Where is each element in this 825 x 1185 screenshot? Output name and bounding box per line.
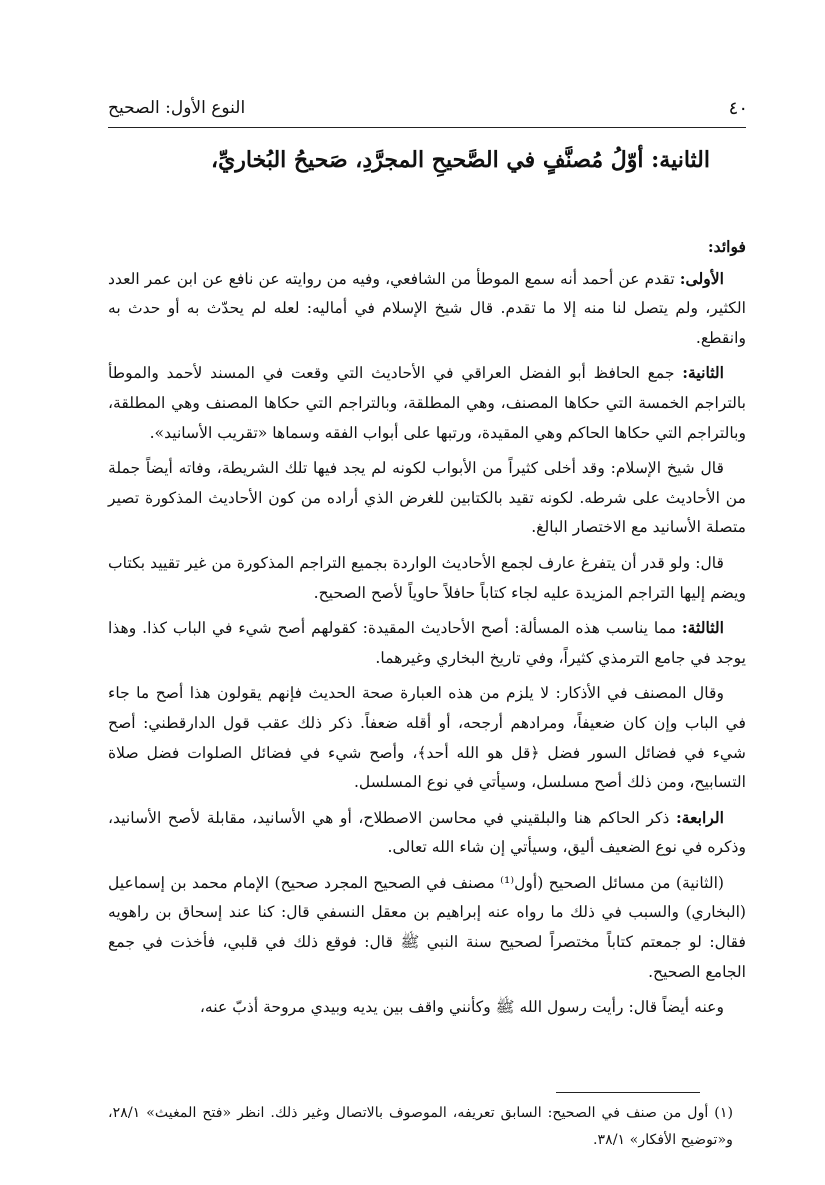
paragraph-text: مما يناسب هذه المسألة: أصح الأحاديث المقيدة: كقولهم أصح شيء في الباب كذا. وهذا يوجد في جامع الترمذي كثيراً، وفي تاريخ البخاري وغيرهما. [108, 619, 746, 667]
paragraph-8 [108, 868, 746, 987]
paragraph-text: وعنه أيضاً قال: رأيت رسول الله ﷺ وكأنني واقف بين يديه وبيدي مروحة أذبّ عنه، [199, 998, 724, 1017]
paragraph-2 [108, 358, 746, 448]
commentary-body [108, 232, 746, 1028]
paragraph-4 [108, 548, 746, 608]
page-number: ٤٠ [728, 98, 748, 119]
paragraph-lead: الرابعة: [676, 807, 724, 827]
footnote-text: (١) أول من صنف في الصحيح: السابق تعريفه، الموصوف بالاتصال وغير ذلك. انظر «فتح المغيث» ٢٨/١، و«توضيح الأفكار» ٣٨/١. [108, 1105, 733, 1148]
paragraph-text: تقدم عن أحمد أنه سمع الموطأ من الشافعي، وفيه من روايته عن نافع عن ابن عمر العدد الكثير، ولم يتصل لنا منه إلا ما تقدم. قال شيخ الإسلام في أماليه: لعله لم يحدّث به أو حدث به وانقطع. [108, 269, 746, 347]
paragraph-lead: الثانية: [682, 363, 724, 383]
paragraph-lead: الأولى: [679, 268, 724, 288]
footnote [108, 1100, 733, 1154]
paragraph-text: (الثانية) من مسائل الصحيح (أول⁽¹⁾ مصنف في الصحيح المجرد صحيح) الإمام محمد بن إسماعيل (البخاري) والسبب في ذلك ما رواه عنه إبراهيم بن معقل النسفي قال: كنا عند إسحاق بن راهويه فقال: لو جمعتم كتاباً مختصراً لصحيح سنة النبي ﷺ قال: فوقع ذلك في قلبي، فأخذت في جمع الجامع الصحيح. [108, 873, 746, 981]
paragraph-3 [108, 453, 746, 543]
running-title: النوع الأول: الصحيح [108, 98, 246, 118]
paragraph-9 [108, 992, 746, 1023]
paragraph-text: وقال المصنف في الأذكار: لا يلزم من هذه العبارة صحة الحديث فإنهم يقولون هذا أصح ما جاء في الباب وإن كان ضعيفاً، ومرادهم أرجحه، أو أقله ضعفاً. ذكر ذلك عقب قول الدارقطني: أصح شيء في فضائل السور فضل ﴿قل هو الله أحد﴾، وأصح شيء في فضائل الصلوات فضل صلاة التسابيح، ومن ذلك أصح مسلسل، وسيأتي في نوع المسلسل. [108, 684, 746, 792]
fawaid-label: فوائد: [707, 237, 746, 256]
paragraph-1 [108, 264, 746, 354]
page-header [108, 96, 748, 126]
paragraph-text: قال شيخ الإسلام: وقد أخلى كثيراً من الأبواب لكونه لم يجد فيها تلك الشريطة، وفاته أيضاً جملة من الأحاديث على شرطه. لكونه تقيد بالكتابين للغرض الذي أراده من كون الأحاديث المذكورة تصير متصلة الأسانيد مع الاختصار البالغ. [108, 459, 746, 537]
header-divider [108, 127, 746, 128]
paragraph-text: ذكر الحاكم هنا والبلقيني في محاسن الاصطلاح، أو هي الأسانيد، مقابلة لأصح الأسانيد، وذكره في نوع الضعيف أليق، وسيأتي إن شاء الله تعالى. [108, 808, 746, 857]
paragraph-6 [108, 678, 746, 797]
paragraph-7 [108, 803, 746, 863]
paragraph-5 [108, 613, 746, 673]
paragraph-text: قال: ولو قدر أن يتفرغ عارف لجمع الأحاديث الواردة بجميع التراجم المذكورة من غير تقييد بكتاب ويضم إليها التراجم المزيدة عليه لجاء كتاباً حافلاً حاوياً لأصح الصحيح. [108, 553, 746, 602]
footnote-divider [556, 1092, 700, 1093]
paragraph-lead: الثالثة: [681, 618, 724, 638]
paragraph-text: جمع الحافظ أبو الفضل العراقي في الأحاديث التي وقعت في المسند لأحمد والموطأ بالتراجم الخمسة التي حكاها المصنف، وهي المطلقة، وبالتراجم التي حكاها المصنف وهي المطلقة، وبالتراجم التي حكاها الحاكم وهي المقيدة، ورتبها على أبواب الفقه وسماها «تقريب الأسانيد». [108, 364, 746, 442]
matn-text: الثانية: أوّلُ مُصنَّفٍ في الصَّحيحِ المجرَّدِ، صَحيحُ البُخاريِّ، [210, 147, 710, 173]
